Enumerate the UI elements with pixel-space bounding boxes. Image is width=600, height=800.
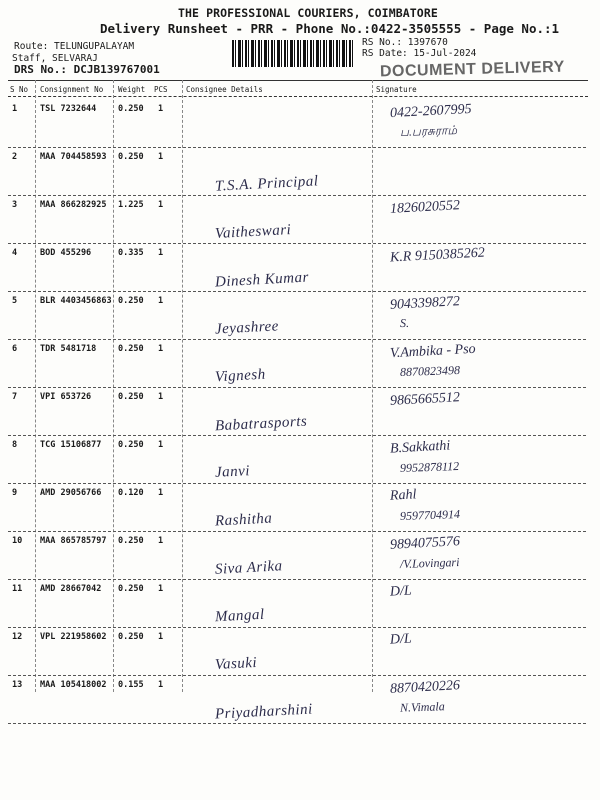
consignment-number-cell: MAA 105418002	[40, 680, 107, 690]
serial-number-cell: 7	[12, 392, 18, 402]
table-row	[0, 484, 600, 532]
serial-number-cell: 10	[12, 536, 23, 546]
signature-note: S.	[399, 315, 410, 331]
signature-text: D/L	[389, 583, 413, 600]
signature-note: N.Vimala	[399, 699, 445, 715]
signature-text: 8870420226	[389, 678, 461, 697]
weight-cell: 0.250	[118, 344, 144, 354]
signature-note: /V.Lovingari	[399, 554, 460, 572]
table-row	[0, 148, 600, 196]
signature-text: 9043398272	[389, 294, 461, 313]
rs-number: RS No.: 1397670	[362, 37, 448, 48]
consignment-number-cell: AMD 29056766	[40, 488, 102, 498]
weight-cell: 0.250	[118, 632, 144, 642]
pieces-cell: 1	[158, 488, 164, 498]
serial-number-cell: 12	[12, 632, 23, 642]
barcode	[232, 40, 354, 67]
signature-text: V.Ambika - Pso	[389, 341, 476, 362]
col-header-signature: Signature	[376, 85, 417, 94]
consignee-name: Priyadharshini	[214, 701, 314, 723]
consignment-number-cell: VPL 221958602	[40, 632, 107, 642]
pieces-cell: 1	[158, 152, 164, 162]
table-row	[0, 244, 600, 292]
signature-text: 9865665512	[389, 390, 461, 409]
company-title: THE PROFESSIONAL COURIERS, COIMBATORE	[178, 6, 438, 20]
serial-number-cell: 2	[12, 152, 18, 162]
table-row	[0, 196, 600, 244]
staff-label: Staff, SELVARAJ	[12, 53, 98, 64]
weight-cell: 0.335	[118, 248, 144, 258]
pieces-cell: 1	[158, 104, 164, 114]
weight-cell: 0.250	[118, 104, 144, 114]
weight-cell: 0.250	[118, 152, 144, 162]
signature-text: D/L	[389, 631, 413, 648]
signature-text: Rahl	[389, 487, 417, 504]
table-top-rule	[8, 80, 588, 81]
weight-cell: 0.250	[118, 296, 144, 306]
weight-cell: 1.225	[118, 200, 144, 210]
document-delivery-stamp: DOCUMENT DELIVERY	[379, 58, 565, 81]
consignee-name: Dinesh Kumar	[214, 269, 310, 291]
table-row	[0, 100, 600, 148]
table-row	[0, 580, 600, 628]
weight-cell: 0.250	[118, 584, 144, 594]
signature-note: 9952878112	[399, 458, 460, 476]
table-row	[0, 436, 600, 484]
signature-text: 1826020552	[389, 198, 461, 217]
signature-text: 0422-2607995	[389, 101, 472, 122]
col-header-details: Consignee Details	[186, 85, 263, 94]
signature-text: B.Sakkathi	[389, 438, 451, 457]
consignment-number-cell: VPI 653726	[40, 392, 92, 402]
pieces-cell: 1	[158, 296, 164, 306]
consignment-number-cell: MAA 865785797	[40, 536, 107, 546]
weight-cell: 0.120	[118, 488, 144, 498]
consignee-name: Babatrasports	[214, 413, 308, 435]
table-header-rule	[8, 96, 588, 97]
signature-text: K.R 9150385262	[389, 245, 486, 266]
runsheet-title: Delivery Runsheet - PRR - Phone No.:0422-3505555 - Page No.:1	[100, 21, 560, 36]
pieces-cell: 1	[158, 632, 164, 642]
consignment-number-cell: BLR 4403456863	[40, 296, 112, 306]
serial-number-cell: 8	[12, 440, 18, 450]
table-row	[0, 532, 600, 580]
consignment-number-cell: TDR 5481718	[40, 344, 97, 354]
col-header-weight: Weight	[118, 85, 146, 94]
consignee-name: Janvi	[214, 463, 251, 481]
weight-cell: 0.250	[118, 440, 144, 450]
pieces-cell: 1	[158, 584, 164, 594]
consignment-number-cell: TSL 7232644	[40, 104, 97, 114]
serial-number-cell: 3	[12, 200, 18, 210]
consignment-number-cell: MAA 866282925	[40, 200, 107, 210]
serial-number-cell: 5	[12, 296, 18, 306]
serial-number-cell: 1	[12, 104, 18, 114]
consignee-name: Jeyashree	[214, 318, 280, 338]
col-header-pcs: PCS	[154, 85, 168, 94]
weight-cell: 0.250	[118, 392, 144, 402]
serial-number-cell: 13	[12, 680, 23, 690]
table-row	[0, 388, 600, 436]
weight-cell: 0.250	[118, 536, 144, 546]
route-label: Route: TELUNGUPALAYAM	[14, 41, 135, 52]
consignment-number-cell: MAA 704458593	[40, 152, 107, 162]
serial-number-cell: 11	[12, 584, 23, 594]
consignee-name: Vaitheswari	[214, 222, 292, 242]
pieces-cell: 1	[158, 536, 164, 546]
serial-number-cell: 6	[12, 344, 18, 354]
consignment-number-cell: BOD 455296	[40, 248, 92, 258]
pieces-cell: 1	[158, 248, 164, 258]
signature-note: 9597704914	[399, 506, 461, 524]
pieces-cell: 1	[158, 392, 164, 402]
signature-note: 8870823498	[399, 362, 461, 380]
serial-number-cell: 4	[12, 248, 18, 258]
rs-date: RS Date: 15-Jul-2024	[362, 48, 477, 59]
col-header-sno: S No	[10, 85, 29, 94]
col-header-consignment: Consignment No	[40, 85, 104, 94]
consignee-name: T.S.A. Principal	[214, 173, 319, 195]
pieces-cell: 1	[158, 200, 164, 210]
serial-number-cell: 9	[12, 488, 18, 498]
drs-number: DRS No.: DCJB139767001	[14, 63, 160, 76]
pieces-cell: 1	[158, 440, 164, 450]
consignee-name: Siva Arika	[214, 558, 283, 578]
consignee-name: Rashitha	[214, 510, 273, 530]
consignee-name: Mangal	[214, 606, 266, 626]
table-row	[0, 676, 600, 724]
table-row	[0, 340, 600, 388]
pieces-cell: 1	[158, 680, 164, 690]
consignment-number-cell: TCG 15106877	[40, 440, 102, 450]
signature-text: 9894075576	[389, 534, 461, 553]
consignee-name: Vignesh	[214, 366, 267, 386]
weight-cell: 0.155	[118, 680, 144, 690]
table-row	[0, 628, 600, 676]
consignee-name: Vasuki	[214, 654, 258, 674]
consignment-number-cell: AMD 28667042	[40, 584, 102, 594]
row-separator	[8, 723, 586, 724]
pieces-cell: 1	[158, 344, 164, 354]
table-row	[0, 292, 600, 340]
signature-note: ப.பரசுராம்	[399, 123, 458, 139]
